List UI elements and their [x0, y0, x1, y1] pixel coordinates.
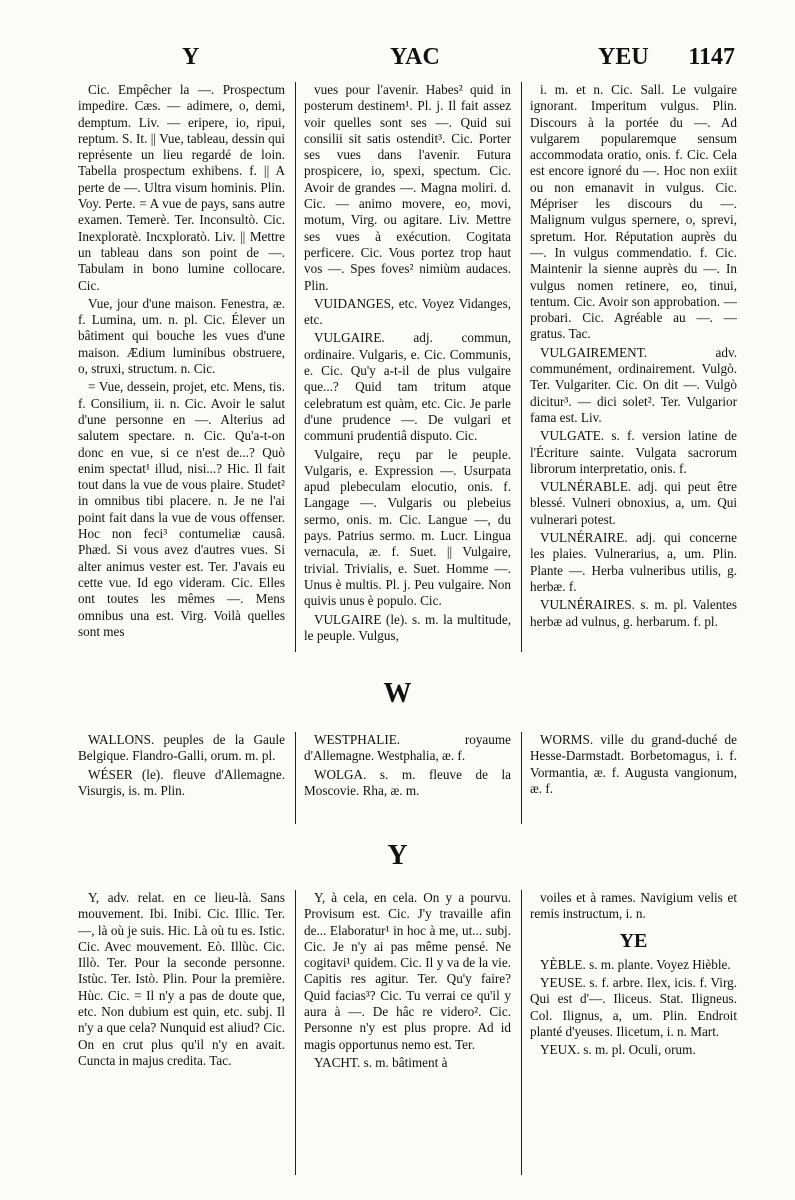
entry: WALLONS. peuples de la Gaule Belgique. Flandro-Galli, orum. m. pl. — [78, 732, 285, 764]
subsection-heading: YE — [619, 929, 648, 952]
section-letter-y: Y — [387, 840, 408, 871]
page-number: 1147 — [688, 44, 735, 70]
running-head-left: Y — [182, 44, 200, 70]
entry: i. m. et n. Cic. Sall. Le vulgaire ignorant. Imperitum vulgus. Plin. Discours à la portée du —. Ad vulgarem popularemque sensum accommodata oratio, onis. f. Cic. Cela est encore ignoré du —. Hoc non exiit ou non emanavit in vulgus. Cic. Mépriser les discours du —. Malignum vulgus spernere, o, sprevi, spretum. Hor. Réputation auprès du —. In vulgus commendatio. f. Cic. Maintenir la sienne auprès du —. In vulgus nomen retinere, eo, tinui, tentum. Cic. Avoir son approbation. — probari. Cic. Agréable au —. — gratus. Tac. — [530, 82, 737, 342]
entry: voiles et à rames. Navigium velis et remis instructum, i. n. — [530, 890, 737, 922]
entry: Cic. Empêcher la —. Prospectum impedire. Cæs. — adimere, o, demi, demptum. Liv. — eripere, io, ripui, reptum. S. It. || Vue, tableau, dessin qui représente un lieu regardé de loin. Tabella prospectum exhibens. f. || A perte de —. Ultra visum hominis. Plin. Voy. Perte. = A vue de pays, sans autre examen. Temerè. Ter. Inconsultò. Cic. Inexploratè. Incxploratò. Liv. || Mettre un tableau dans son point de —. Tabulam in bono lumine collocare. Cic. — [78, 82, 285, 293]
entry: vues pour l'avenir. Habes² quid in posterum destinem¹. Pl. j. Il fait assez voir quelles sont ses —. Quid sui consilii sit satis ostendit³. Cic. Porter ses vues dans l'avenir. Futura prospicere, io, spexi, spectum. Cic. Avoir de grandes —. Magna moliri. d. Cic. — animo movere, eo, movi, motum, Virg. ou agitare. Liv. Mettre ses vues à exécution. Cogitata perficere. Cic. Vous portez trop haut vos —. Spes foves² nimiùm audaces. Plin. — [304, 82, 511, 293]
entry: WOLGA. s. m. fleuve de la Moscovie. Rha, æ. m. — [304, 766, 511, 798]
entry: YACHT. s. m. bâtiment à — [314, 1054, 448, 1070]
entry: VUIDANGES, etc. Voyez Vidanges, etc. — [304, 295, 511, 328]
section-w-entries — [78, 732, 737, 824]
entry: VULGAIRE (le). s. m. la multitude, le peuple. Vulgus, — [304, 611, 511, 643]
section-letter-w: W — [383, 678, 412, 709]
entry: YÈBLE. s. m. plante. Voyez Hièble. — [540, 956, 731, 972]
column-1 — [78, 890, 285, 1175]
entry: YEUSE. s. f. arbre. Ilex, icis. f. Virg. Qui est d'—. Iliceus. Stat. Iligneus. Col. Ilignus, a, um. Plin. Endroit planté d'yeuses. Ilicetum, i. n. Mart. — [530, 975, 737, 1040]
entry: VULGAIREMENT. adv. communément, ordinairement. Vulgò. Ter. Vulgariter. Cic. On dit —. Vulgò dicitur³. — dici solet². Ter. Vulgarior fama est. Liv. — [530, 344, 737, 425]
running-head-middle: YAC — [390, 44, 440, 70]
column-1 — [78, 732, 285, 824]
column-3 — [521, 732, 737, 824]
entry: Vulgaire, reçu par le peuple. Vulgaris, e. Expression —. Usurpata apud plebeculam elocutio, onis. f. Langage —. Vulgaris ou plebeius sermo, onis. m. Cic. Langue —, du pays. Patrius sermo. m. Lucr. Lingua vernacula, æ. f. Suet. || Vulgaire, trivial. Trivialis, e. Suet. Homme —. Unus è multis. Pl. j. Peu vulgaire. Non quivis unus è populo. Cic. — [304, 446, 511, 609]
entry: VULNÉRABLE. adj. qui peut être blessé. Vulneri obnoxius, a, um. Qui vulnerari potest. — [530, 479, 737, 527]
column-2 — [295, 890, 511, 1175]
entry: WORMS. ville du grand-duché de Hesse-Darmstadt. Borbetomagus, i. f. Vormantia, æ. f. Augusta vangionum, æ. f. — [530, 732, 737, 796]
entry: WESTPHALIE. royaume d'Allemagne. Westphalia, æ. f. — [304, 732, 511, 764]
entry: VULGATE. s. f. version latine de l'Écriture sainte. Vulgata sacrorum librorum interpretatio, onis. f. — [530, 428, 737, 476]
entry: Y, à cela, en cela. On y a pourvu. Provisum est. Cic. J'y travaille afin de... Elaboratur¹ in hoc à me, ut... subj. Cic. Je n'y ai pas même pensé. Ne cogitavi¹ quidem. Cic. Il y va de la vie. Capitis res agitur. Ter. Qu'y faire? Quid facias³? Cic. Tu verrai ce qu'il y aura à —. De hâc re videro². Cic. Personne n'y est plus propre. Ad id magis opportunus nemo est. Ter. — [304, 890, 511, 1052]
entry: VULGAIRE. adj. commun, ordinaire. Vulgaris, e. Cic. Communis, e. Cic. Qu'y a-t-il de plus vulgaire que...? Quid tam tritum atque celebratum est quàm, etc. Cic. Je parle d'une prudence —. De vulgari et communi prudentiâ disputo. Cic. — [304, 330, 511, 444]
column-3 — [521, 82, 737, 652]
entry: Y, adv. relat. en ce lieu-là. Sans mouvement. Ibi. Inibi. Cic. Illic. Ter. —, là où je suis. Hic. Là où tu es. Istic. Cic. Avec mouvement. Eò. Illùc. Cic. Illò. Ter. Pour la seconde personne. Istùc. Ter. Istò. Plin. Pour la première. Hùc. Cic. = Il n'y a pas de doute que, etc. Non dubium est quin, etc. subj. Il n'y a que cela? Nunquid est aliud? Cic. On en crut plus qu'il n'y en avait. Cuncta in majus credita. Tac. — [78, 890, 285, 1068]
entry: YEUX. s. m. pl. Oculi, orum. — [540, 1042, 696, 1058]
entry: WÉSER (le). fleuve d'Allemagne. Visurgis, is. m. Plin. — [78, 766, 285, 798]
column-2 — [295, 82, 511, 652]
column-3 — [521, 890, 737, 1175]
entry: Vue, jour d'une maison. Fenestra, æ. f. Lumina, um. n. pl. Cic. Élever un bâtiment qui bouche les vues d'une maison. Ædium luminibus obstruere, o, struxi, structum. n. Cic. — [78, 295, 285, 377]
entry: VULNÉRAIRE. adj. qui concerne les plaies. Vulnerarius, a, um. Plin. Plante —. Herba vulneribus utilis, g. herbæ. f. — [530, 530, 737, 594]
running-head — [78, 44, 737, 78]
section-y-entries — [78, 890, 737, 1175]
column-2 — [295, 732, 511, 824]
entry: = Vue, dessein, projet, etc. Mens, tis. f. Consilium, ii. n. Cic. Avoir le salut d'une personne en —. Alterius ad salutem spectare. n. Cic. Qu'a-t-on donc en vue, si ce n'est de...? Quò enim spectat¹ illud, nisi...? Hic. Il fait tout dans la vue de vous plaire. Studet² in omnibus tibi placere. n. Je ne l'ai point fait dans la vue de vous offenser. Hoc non feci³ contumeliæ causâ. Phæd. Si vous avez d'autres vues. Si alter animus vester est. Ter. J'avais eu cette vue. Id ego videram. Cic. Elles ont toutes les mêmes —. Mens omnibus una est. Virg. Voilà quelles sont mes — [78, 379, 285, 639]
entry: VULNÉRAIRES. s. m. pl. Valentes herbæ ad vulnus, g. herbarum. f. pl. — [530, 597, 737, 629]
section-v-entries — [78, 82, 737, 652]
running-head-right: YEU — [598, 44, 649, 70]
column-1 — [78, 82, 285, 652]
